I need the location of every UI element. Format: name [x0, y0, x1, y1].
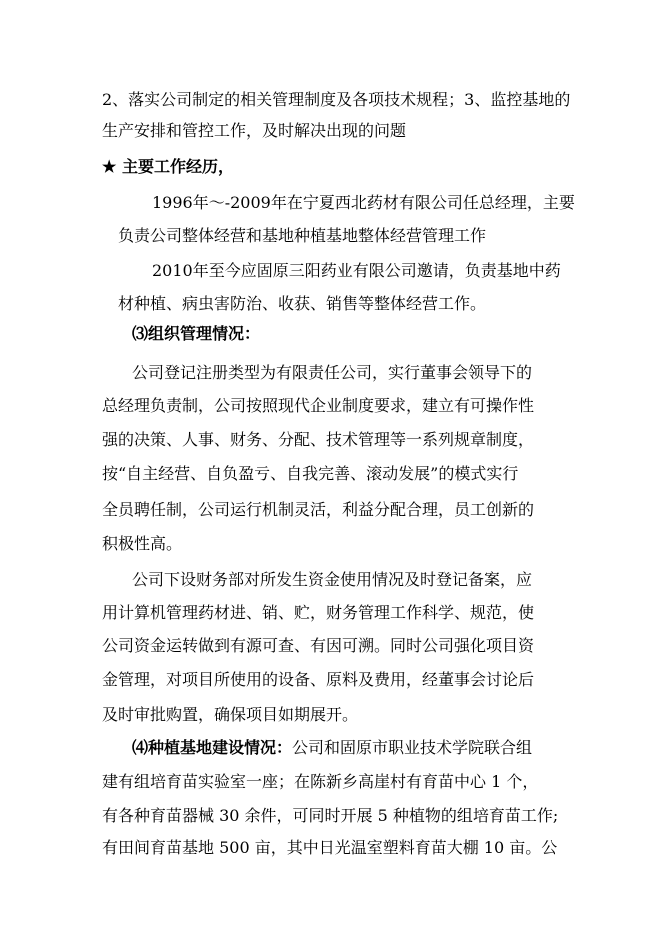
- text-line: 公司和固原市职业技术学院联合组: [292, 738, 533, 757]
- heading-label: 主要工作经历，: [122, 157, 235, 176]
- text-line: 公司资金运转做到有源可查、有因可溯。同时公司强化项目资: [102, 636, 535, 655]
- text-line: 建有组培育苗实验室一座；在陈新乡高崖村有育苗中心 1 个，: [102, 772, 539, 791]
- text-line: 积极性高。: [102, 534, 183, 553]
- text-line: 总经理负责制，公司按照现代企业制度要求，建立有可操作性: [102, 396, 535, 415]
- text-line: 负责公司整体经营和基地种植基地整体经营管理工作: [118, 226, 487, 245]
- text-line: 强的决策、人事、财务、分配、技术管理等一系列规章制度，: [102, 430, 535, 449]
- heading-org-management: ⑶组织管理情况：: [132, 324, 261, 343]
- text-line: 有田间育苗基地 500 亩，其中日光温室塑料育苗大棚 10 亩。公: [102, 838, 558, 857]
- text-line: 材种植、病虫害防治、收获、销售等整体经营工作。: [118, 294, 487, 313]
- text-line: 金管理，对项目所使用的设备、原料及费用，经董事会讨论后: [102, 670, 535, 689]
- text-line: 及时审批购置，确保项目如期展开。: [102, 705, 359, 724]
- text-line: 用计算机管理药材进、销、贮，财务管理工作科学、规范，使: [102, 603, 535, 622]
- star-icon: ★: [102, 157, 117, 176]
- text-line: 2、落实公司制定的相关管理制度及各项技术规程；3、监控基地的: [102, 90, 571, 109]
- text-line: 2010年至今应固原三阳药业有限公司邀请，负责基地中药: [152, 261, 561, 280]
- paragraph-planting-base: [132, 738, 532, 758]
- text-line: 生产安排和管控工作，及时解决出现的问题: [102, 121, 407, 140]
- text-line: 按“自主经营、自负盈亏、自我完善、滚动发展”的模式实行: [102, 464, 519, 483]
- text-line: 公司下设财务部对所发生资金使用情况及时登记备案，应: [132, 570, 533, 589]
- heading-work-experience: [102, 157, 234, 177]
- text-line: 有各种育苗器械 30 余件，可同时开展 5 种植物的组培育苗工作;: [102, 806, 559, 825]
- heading-planting-base: ⑷种植基地建设情况：: [132, 738, 293, 757]
- text-line: 1996年～-2009年在宁夏西北药材有限公司任总经理，主要: [152, 193, 575, 212]
- text-line: 全员聘任制，公司运行机制灵活，利益分配合理，员工创新的: [102, 500, 535, 519]
- text-line: 公司登记注册类型为有限责任公司，实行董事会领导下的: [132, 363, 533, 382]
